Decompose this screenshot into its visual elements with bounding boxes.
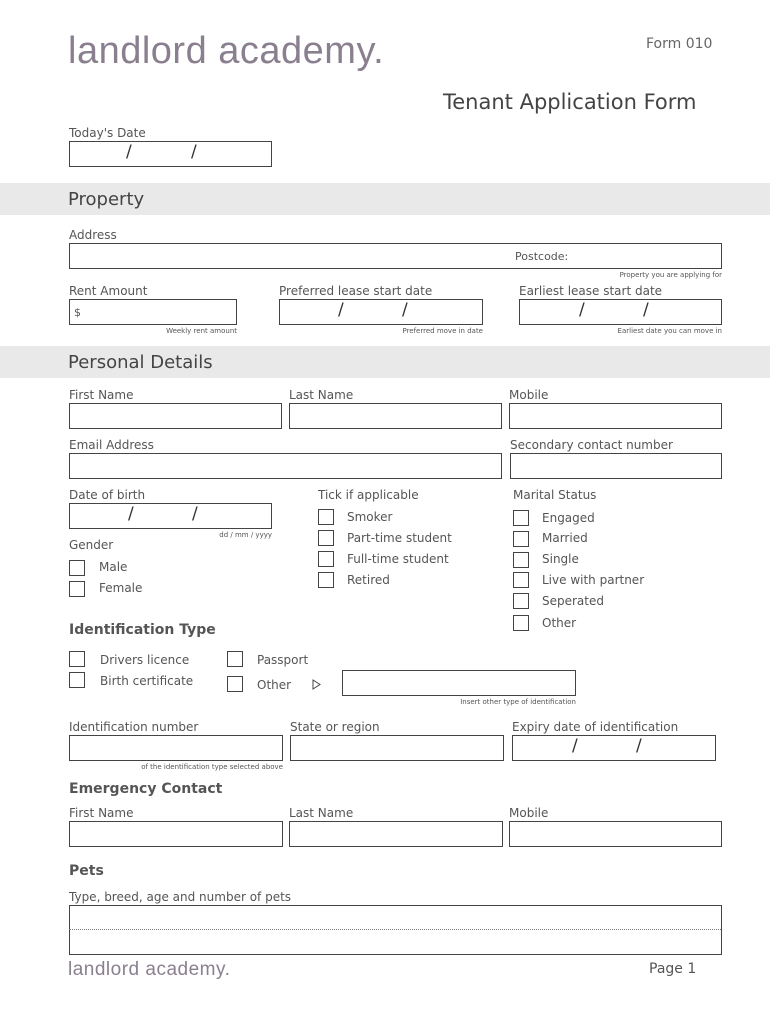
date-separator: / xyxy=(636,736,642,756)
rent-amount-hint: Weekly rent amount xyxy=(166,327,237,335)
mobile-label: Mobile xyxy=(509,388,549,402)
address-field[interactable] xyxy=(69,243,722,269)
email-field[interactable] xyxy=(69,453,502,479)
marital-live-with-partner-checkbox[interactable] xyxy=(513,572,529,588)
marital-other-checkbox[interactable] xyxy=(513,615,529,631)
todays-date-field[interactable] xyxy=(69,141,272,167)
page-number: Page 1 xyxy=(649,961,697,977)
gender-female-label: Female xyxy=(99,581,143,595)
footer-logo: landlord academy. xyxy=(68,959,231,980)
dollar-prefix: $ xyxy=(74,306,81,319)
pets-field-divider xyxy=(69,929,721,930)
id-expiry-label: Expiry date of identification xyxy=(512,720,679,734)
date-separator: / xyxy=(126,142,132,162)
last-name-label: Last Name xyxy=(289,388,354,402)
id-other-hint: Insert other type of identification xyxy=(460,698,576,706)
date-separator: / xyxy=(192,504,198,524)
marital-status-label: Marital Status xyxy=(513,488,597,502)
marital-single-label: Single xyxy=(542,552,579,566)
id-passport-label: Passport xyxy=(257,653,309,667)
smoker-checkbox[interactable] xyxy=(318,509,334,525)
date-separator: / xyxy=(572,736,578,756)
pets-field[interactable] xyxy=(69,905,722,955)
marital-engaged-checkbox[interactable] xyxy=(513,510,529,526)
earliest-date-field[interactable] xyxy=(519,299,722,325)
pets-label: Type, breed, age and number of pets xyxy=(69,890,292,904)
id-other-label: Other xyxy=(257,678,292,692)
date-separator: / xyxy=(579,300,585,320)
section-title-property: Property xyxy=(68,189,145,210)
emergency-first-name-field[interactable] xyxy=(69,821,283,847)
date-separator: / xyxy=(191,142,197,162)
emergency-last-name-label: Last Name xyxy=(289,806,354,820)
gender-label: Gender xyxy=(69,538,114,552)
date-separator: / xyxy=(128,504,134,524)
gender-male-label: Male xyxy=(99,560,128,574)
emergency-mobile-field[interactable] xyxy=(509,821,722,847)
marital-single-checkbox[interactable] xyxy=(513,552,529,568)
id-passport-checkbox[interactable] xyxy=(227,651,243,667)
secondary-contact-label: Secondary contact number xyxy=(510,438,673,452)
state-region-field[interactable] xyxy=(290,735,504,761)
emergency-first-name-label: First Name xyxy=(69,806,134,820)
rent-amount-field[interactable] xyxy=(69,299,237,325)
retired-checkbox[interactable] xyxy=(318,572,334,588)
dob-hint: dd / mm / yyyy xyxy=(219,531,272,539)
marital-separated-label: Seperated xyxy=(542,594,604,608)
address-hint: Property you are applying for xyxy=(619,271,722,279)
todays-date-label: Today's Date xyxy=(69,126,146,140)
emergency-mobile-label: Mobile xyxy=(509,806,549,820)
tick-if-applicable-label: Tick if applicable xyxy=(318,488,419,502)
page-title: Tenant Application Form xyxy=(443,90,697,114)
id-number-label: Identification number xyxy=(69,720,199,734)
id-expiry-field[interactable] xyxy=(512,735,716,761)
earliest-date-hint: Earliest date you can move in xyxy=(617,327,722,335)
arrow-right-icon xyxy=(312,679,321,690)
dob-field[interactable] xyxy=(69,503,272,529)
first-name-label: First Name xyxy=(69,388,134,402)
preferred-date-hint: Preferred move in date xyxy=(402,327,483,335)
section-band-personal xyxy=(0,346,770,378)
postcode-label: Postcode: xyxy=(515,250,569,263)
emergency-last-name-field[interactable] xyxy=(289,821,503,847)
marital-other-label: Other xyxy=(542,616,577,630)
id-drivers-licence-checkbox[interactable] xyxy=(69,651,85,667)
full-time-student-label: Full-time student xyxy=(347,552,449,566)
id-other-checkbox[interactable] xyxy=(227,676,243,692)
marital-married-checkbox[interactable] xyxy=(513,531,529,547)
section-title-personal: Personal Details xyxy=(68,352,213,373)
first-name-field[interactable] xyxy=(69,403,282,429)
id-other-field[interactable] xyxy=(342,670,576,696)
section-band-property xyxy=(0,183,770,215)
identification-type-heading: Identification Type xyxy=(69,622,216,638)
brand-logo: landlord academy. xyxy=(68,30,385,72)
earliest-date-label: Earliest lease start date xyxy=(519,284,663,298)
id-drivers-licence-label: Drivers licence xyxy=(100,653,190,667)
preferred-date-field[interactable] xyxy=(279,299,483,325)
id-birth-certificate-label: Birth certificate xyxy=(100,674,194,688)
gender-male-checkbox[interactable] xyxy=(69,560,85,576)
part-time-student-label: Part-time student xyxy=(347,531,452,545)
id-number-field[interactable] xyxy=(69,735,283,761)
full-time-student-checkbox[interactable] xyxy=(318,551,334,567)
retired-label: Retired xyxy=(347,573,390,587)
marital-engaged-label: Engaged xyxy=(542,511,595,525)
form-number: Form 010 xyxy=(646,36,713,52)
pets-heading: Pets xyxy=(69,863,104,879)
email-label: Email Address xyxy=(69,438,154,452)
mobile-field[interactable] xyxy=(509,403,722,429)
last-name-field[interactable] xyxy=(289,403,502,429)
marital-live-with-partner-label: Live with partner xyxy=(542,573,645,587)
preferred-date-label: Preferred lease start date xyxy=(279,284,433,298)
smoker-label: Smoker xyxy=(347,510,393,524)
rent-amount-label: Rent Amount xyxy=(69,284,148,298)
marital-married-label: Married xyxy=(542,531,588,545)
emergency-contact-heading: Emergency Contact xyxy=(69,781,223,797)
secondary-contact-field[interactable] xyxy=(510,453,722,479)
address-label: Address xyxy=(69,228,117,242)
marital-separated-checkbox[interactable] xyxy=(513,593,529,609)
gender-female-checkbox[interactable] xyxy=(69,581,85,597)
date-separator: / xyxy=(338,300,344,320)
date-separator: / xyxy=(402,300,408,320)
id-number-hint: of the identification type selected above xyxy=(141,763,283,771)
part-time-student-checkbox[interactable] xyxy=(318,530,334,546)
state-region-label: State or region xyxy=(290,720,380,734)
id-birth-certificate-checkbox[interactable] xyxy=(69,672,85,688)
date-separator: / xyxy=(643,300,649,320)
dob-label: Date of birth xyxy=(69,488,146,502)
